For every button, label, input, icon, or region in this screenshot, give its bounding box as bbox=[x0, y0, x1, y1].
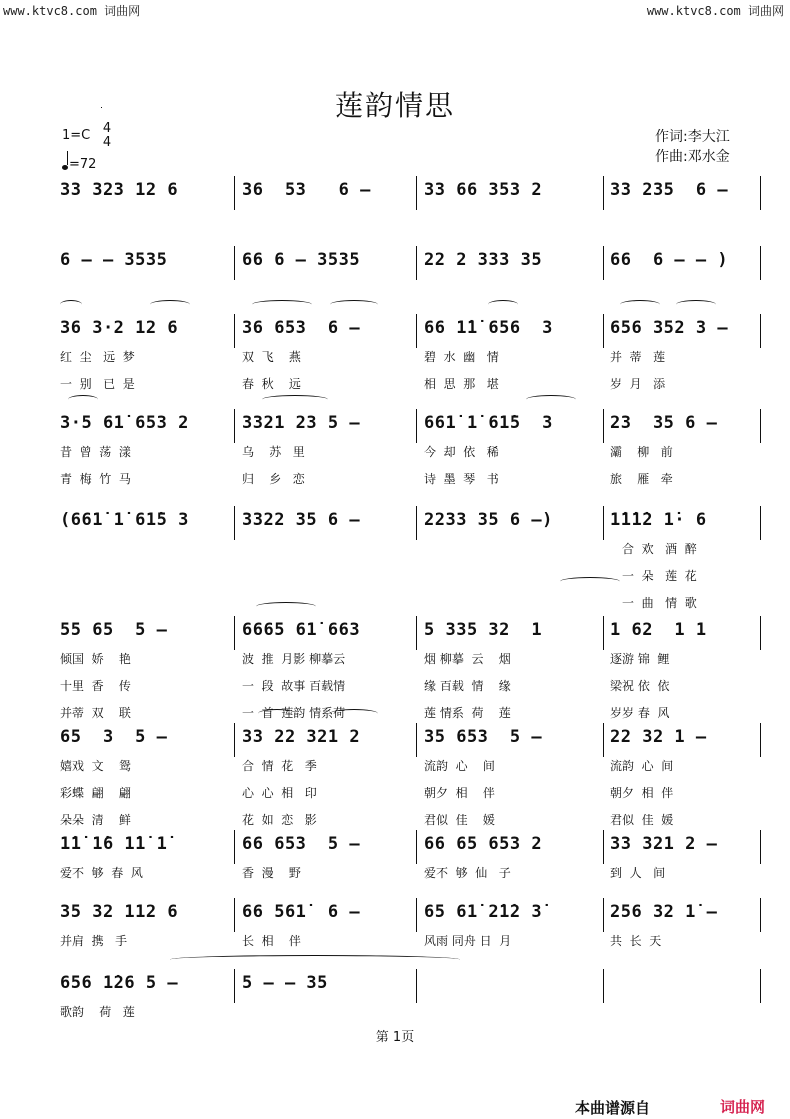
measure-notes: 66 6 – 3535 bbox=[242, 250, 361, 270]
lyric-segment: 双 飞 燕 bbox=[242, 350, 301, 364]
lyric-segment: 风雨 同舟 日 月 bbox=[424, 934, 512, 948]
barline bbox=[416, 314, 417, 348]
lyric-segment: 昔 曾 荡 漾 bbox=[60, 445, 131, 459]
measure-notes: 661̇ 1̇ 61̇5 3 bbox=[424, 413, 553, 433]
lyric-segment: 倾国 娇 艳 bbox=[60, 652, 131, 666]
lyric-segment: 朝夕 相 伴 bbox=[424, 786, 495, 800]
lyric-segment: 心 心 相 印 bbox=[242, 786, 317, 800]
score-row bbox=[0, 318, 790, 391]
time-signature bbox=[101, 122, 113, 150]
lyric-segment: 朝夕 相 伴 bbox=[610, 786, 674, 800]
site-logo: 词曲网 bbox=[720, 1098, 766, 1116]
score-row bbox=[0, 620, 790, 720]
key-signature: 1=C bbox=[62, 128, 91, 143]
measure-notes: 3·5 61̇ 653 2 bbox=[60, 413, 189, 433]
measure-notes: 1̇1̇1̇2 1̇· 6 bbox=[610, 510, 707, 530]
lyric-segment: 春 秋 远 bbox=[242, 377, 301, 391]
barline bbox=[760, 314, 761, 348]
score-row bbox=[0, 902, 790, 974]
lyric-segment: 嬉戏 文 鸳 bbox=[60, 759, 131, 773]
measure-notes: 65 3 5 – bbox=[60, 727, 168, 747]
measure-notes: 22 2 333 35 bbox=[424, 250, 543, 270]
tempo-value: =72 bbox=[69, 157, 97, 172]
lyric-segment: 旅 雁 牵 bbox=[610, 472, 673, 486]
barline bbox=[760, 506, 761, 540]
barline bbox=[760, 969, 761, 1003]
source-note: 本曲谱源自 bbox=[575, 1099, 651, 1117]
slur bbox=[150, 300, 190, 309]
lyric-segment: 波 推 月影 柳摹云 bbox=[242, 652, 346, 666]
slur bbox=[330, 709, 378, 718]
barline bbox=[416, 723, 417, 757]
slur bbox=[488, 300, 518, 309]
score-row bbox=[0, 413, 790, 486]
barline bbox=[234, 314, 235, 348]
lyric-segment: 一 朵 莲 花 bbox=[622, 569, 697, 583]
lyric-segment: 青 梅 竹 马 bbox=[60, 472, 131, 486]
lyric-segment: 逐游 锦 鲤 bbox=[610, 652, 670, 666]
measure-notes: 256 32 1̇ – bbox=[610, 902, 718, 922]
measure-notes: 65 61̇ 2̇1̇2 3̇ bbox=[424, 902, 543, 922]
barline bbox=[234, 969, 235, 1003]
barline bbox=[603, 409, 604, 443]
lyric-segment: 并 蒂 莲 bbox=[610, 350, 666, 364]
watermark-left: www.ktvc8.com 词曲网 bbox=[3, 4, 141, 18]
lyric-segment: 梁祝 依 依 bbox=[610, 679, 670, 693]
barline bbox=[234, 176, 235, 210]
barline bbox=[603, 830, 604, 864]
lyric-segment: 十里 香 传 bbox=[60, 679, 131, 693]
lyric-segment: 合 情 花 季 bbox=[242, 759, 317, 773]
measure-notes: 1 62 1 1 bbox=[610, 620, 707, 640]
lyric-segment: 爱不 够 仙 子 bbox=[424, 866, 511, 880]
lyric-segment: 岁 月 添 bbox=[610, 377, 666, 391]
measure-notes: 2233 35 6 –) bbox=[424, 510, 553, 530]
measure-notes: 33 22 321 2 bbox=[242, 727, 361, 747]
composer: 作曲:邓水金 bbox=[655, 149, 730, 165]
tempo-marking bbox=[62, 154, 96, 172]
quarter-note-icon bbox=[62, 165, 68, 170]
score-row bbox=[0, 510, 790, 610]
measure-notes: 66 653 5 – bbox=[242, 834, 361, 854]
barline bbox=[234, 723, 235, 757]
measure-notes: 6665 61̇ 663 bbox=[242, 620, 361, 640]
barline bbox=[603, 506, 604, 540]
slur bbox=[252, 300, 312, 309]
slur bbox=[676, 300, 716, 309]
lyric-segment: 流韵 心 间 bbox=[610, 759, 674, 773]
barline bbox=[603, 723, 604, 757]
slur bbox=[170, 955, 460, 964]
lyric-segment: 一 曲 情 歌 bbox=[622, 596, 697, 610]
barline bbox=[603, 246, 604, 280]
slur bbox=[526, 395, 576, 404]
page-number: 第 1页 bbox=[375, 1030, 415, 1045]
measure-notes: (661̇ 1̇ 61̇5 3 bbox=[60, 510, 189, 530]
watermark-right: www.ktvc8.com 词曲网 bbox=[646, 4, 784, 18]
barline bbox=[603, 314, 604, 348]
lyric-segment: 缘 百载 情 缘 bbox=[424, 679, 511, 693]
lyric-segment: 合 欢 酒 醉 bbox=[622, 542, 697, 556]
measure-notes: 35 653 5 – bbox=[424, 727, 543, 747]
measure-notes: 5 335 32 1 bbox=[424, 620, 543, 640]
measure-notes: 3322 35 6 – bbox=[242, 510, 361, 530]
measure-notes: 55 65 5 – bbox=[60, 620, 168, 640]
lyric-segment: 烟 柳摹 云 烟 bbox=[424, 652, 511, 666]
barline bbox=[416, 176, 417, 210]
lyric-segment: 共 长 天 bbox=[610, 934, 662, 948]
barline bbox=[234, 409, 235, 443]
slur bbox=[560, 577, 620, 586]
measure-notes: 33 235 6 – bbox=[610, 180, 729, 200]
lyric-segment: 归 乡 恋 bbox=[242, 472, 305, 486]
lyric-segment: 君似 佳 媛 bbox=[424, 813, 495, 827]
lyric-segment: 乌 苏 里 bbox=[242, 445, 305, 459]
lyric-segment: 花 如 恋 影 bbox=[242, 813, 317, 827]
barline bbox=[603, 616, 604, 650]
barline bbox=[234, 830, 235, 864]
score-row bbox=[0, 834, 790, 906]
measure-notes: 5 – – 35 bbox=[242, 973, 328, 993]
measure-notes: 656 352 3 – bbox=[610, 318, 729, 338]
measure-notes: 3321 23 5 – bbox=[242, 413, 361, 433]
time-bottom: 4 bbox=[102, 135, 112, 150]
lyric-segment: 香 漫 野 bbox=[242, 866, 301, 880]
score-row bbox=[0, 180, 790, 252]
barline bbox=[760, 830, 761, 864]
slur bbox=[262, 395, 328, 404]
lyric-segment: 今 却 依 稀 bbox=[424, 445, 499, 459]
lyric-segment: 君似 佳 媛 bbox=[610, 813, 674, 827]
time-top: 4 bbox=[102, 121, 112, 136]
credits bbox=[655, 127, 730, 167]
lyric-segment: 流韵 心 间 bbox=[424, 759, 495, 773]
lyric-segment: 诗 墨 琴 书 bbox=[424, 472, 499, 486]
barline bbox=[234, 898, 235, 932]
lyric-segment: 爱不 够 春 风 bbox=[60, 866, 143, 880]
score-row bbox=[0, 727, 790, 827]
measure-notes: 6 – – 3535 bbox=[60, 250, 168, 270]
barline bbox=[603, 898, 604, 932]
slur bbox=[620, 300, 660, 309]
slur bbox=[60, 300, 82, 309]
lyric-segment: 相 思 那 堪 bbox=[424, 377, 499, 391]
barline bbox=[416, 830, 417, 864]
measure-notes: 66 561̇ 6 – bbox=[242, 902, 361, 922]
slur bbox=[256, 602, 316, 611]
slur bbox=[330, 300, 378, 309]
measure-notes: 66 65 653 2 bbox=[424, 834, 543, 854]
lyric-segment: 一 首 莲韵 情系荷 bbox=[242, 706, 346, 720]
measure-notes: 66 1̇1̇ 656 3 bbox=[424, 318, 553, 338]
lyric-segment: 到 人 间 bbox=[610, 866, 666, 880]
barline bbox=[760, 409, 761, 443]
lyric-segment: 莲 情系 荷 莲 bbox=[424, 706, 511, 720]
lyric-segment: 朵朵 清 鲜 bbox=[60, 813, 131, 827]
measure-notes: 33 323 12 6 bbox=[60, 180, 179, 200]
barline bbox=[760, 246, 761, 280]
barline bbox=[234, 506, 235, 540]
measure-notes: 33 66 353 2 bbox=[424, 180, 543, 200]
barline bbox=[416, 898, 417, 932]
lyric-segment: 灞 柳 前 bbox=[610, 445, 673, 459]
lyric-segment: 红 尘 远 梦 bbox=[60, 350, 135, 364]
barline bbox=[760, 898, 761, 932]
barline bbox=[603, 176, 604, 210]
measure-notes: 23 35 6 – bbox=[610, 413, 718, 433]
lyric-segment: 并蒂 双 联 bbox=[60, 706, 131, 720]
slur bbox=[258, 709, 296, 718]
measure-notes: 66 6 – – ) bbox=[610, 250, 729, 270]
lyricist: 作词:李大江 bbox=[655, 129, 730, 145]
score-row bbox=[0, 250, 790, 322]
lyric-segment: 并肩 携 手 bbox=[60, 934, 128, 948]
barline bbox=[416, 969, 417, 1003]
measure-notes: 36 53 6 – bbox=[242, 180, 371, 200]
barline bbox=[234, 246, 235, 280]
measure-notes: 35 32 112 6 bbox=[60, 902, 179, 922]
song-title: 莲韵情思 bbox=[334, 89, 455, 122]
lyric-segment: 长 相 伴 bbox=[242, 934, 301, 948]
measure-notes: 36 3·2 12 6 bbox=[60, 318, 179, 338]
measure-notes: 36 653 6 – bbox=[242, 318, 361, 338]
barline bbox=[760, 723, 761, 757]
lyric-segment: 歌韵 荷 莲 bbox=[60, 1005, 135, 1019]
barline bbox=[416, 506, 417, 540]
barline bbox=[416, 616, 417, 650]
lyric-segment: 彩蝶 翩 翩 bbox=[60, 786, 131, 800]
measure-notes: 656 1̇26 5 – bbox=[60, 973, 179, 993]
slur bbox=[68, 395, 98, 404]
lyric-segment: 一 别 已 是 bbox=[60, 377, 135, 391]
barline bbox=[760, 176, 761, 210]
lyric-segment: 岁岁 春 风 bbox=[610, 706, 670, 720]
barline bbox=[416, 409, 417, 443]
lyric-segment: 碧 水 幽 情 bbox=[424, 350, 499, 364]
barline bbox=[416, 246, 417, 280]
measure-notes: 22 32 1 – bbox=[610, 727, 707, 747]
measure-notes: 33 321 2 – bbox=[610, 834, 718, 854]
measure-notes: 1̇1̇ 1̇6 1̇1̇ 1̇ bbox=[60, 834, 168, 854]
barline bbox=[603, 969, 604, 1003]
barline bbox=[234, 616, 235, 650]
lyric-segment: 一 段 故事 百载情 bbox=[242, 679, 346, 693]
barline bbox=[760, 616, 761, 650]
